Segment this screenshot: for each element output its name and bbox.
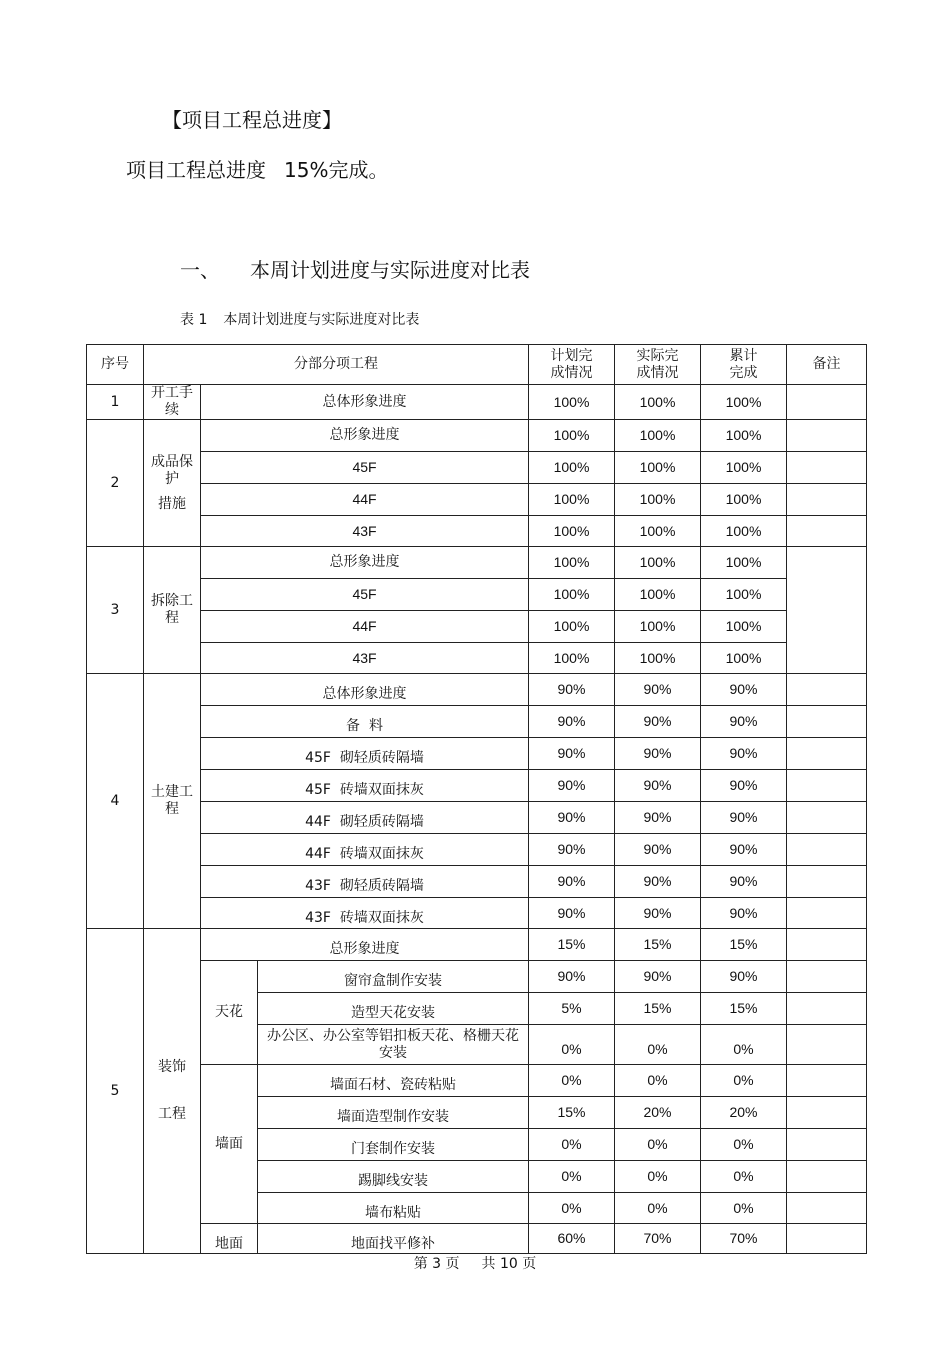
row-cumulative: 100% bbox=[701, 611, 787, 643]
row-plan: 0% bbox=[529, 1193, 615, 1224]
row-actual: 100% bbox=[615, 611, 701, 643]
row-plan: 60% bbox=[529, 1224, 615, 1254]
table-row bbox=[87, 579, 867, 611]
header-seq: 序号 bbox=[87, 345, 144, 385]
row-cumulative: 15% bbox=[701, 993, 787, 1025]
row-cumulative: 0% bbox=[701, 1129, 787, 1161]
header-item: 分部分项工程 bbox=[144, 345, 529, 385]
table-caption-title: 本周计划进度与实际进度对比表 bbox=[223, 312, 420, 328]
row-cumulative: 100% bbox=[701, 385, 787, 420]
group-seq: 4 bbox=[87, 674, 144, 929]
section-title bbox=[180, 254, 530, 283]
row-item: 窗帘盒制作安装 bbox=[258, 961, 529, 993]
header-actual bbox=[615, 345, 701, 385]
row-remark bbox=[787, 1193, 867, 1224]
group-seq: 1 bbox=[87, 385, 144, 420]
row-item: 45F bbox=[201, 452, 529, 484]
row-item: 墙布粘贴 bbox=[258, 1193, 529, 1224]
row-remark bbox=[787, 929, 867, 961]
table-row bbox=[87, 420, 867, 452]
row-cumulative: 100% bbox=[701, 547, 787, 579]
row-cumulative: 90% bbox=[701, 738, 787, 770]
row-remark bbox=[787, 1129, 867, 1161]
subgroup-floor: 地面 bbox=[201, 1224, 258, 1254]
table-row bbox=[87, 1065, 867, 1097]
row-cumulative: 20% bbox=[701, 1097, 787, 1129]
table-row bbox=[87, 738, 867, 770]
group-name-line2: 工程 bbox=[158, 1106, 186, 1122]
row-item: 44F bbox=[201, 484, 529, 516]
row-plan: 100% bbox=[529, 385, 615, 420]
row-plan: 90% bbox=[529, 738, 615, 770]
row-plan: 100% bbox=[529, 452, 615, 484]
row-item: 总形象进度 bbox=[201, 929, 529, 961]
row-plan: 15% bbox=[529, 1097, 615, 1129]
row-plan: 0% bbox=[529, 1129, 615, 1161]
row-item: 44F 砖墙双面抹灰 bbox=[201, 834, 529, 866]
row-actual: 90% bbox=[615, 674, 701, 706]
row-actual: 15% bbox=[615, 993, 701, 1025]
header-remark: 备注 bbox=[787, 345, 867, 385]
row-plan: 5% bbox=[529, 993, 615, 1025]
section-number: 一、 bbox=[180, 258, 220, 282]
header-plan bbox=[529, 345, 615, 385]
row-plan: 90% bbox=[529, 898, 615, 929]
row-cumulative: 100% bbox=[701, 420, 787, 452]
row-remark bbox=[787, 738, 867, 770]
row-plan: 100% bbox=[529, 516, 615, 547]
row-item: 总形象进度 bbox=[201, 420, 529, 452]
row-plan: 100% bbox=[529, 643, 615, 674]
row-remark bbox=[787, 420, 867, 452]
row-item: 43F bbox=[201, 516, 529, 547]
row-actual: 20% bbox=[615, 1097, 701, 1129]
row-remark bbox=[787, 1097, 867, 1129]
table-number: 表 1 bbox=[180, 312, 208, 328]
table-row bbox=[87, 516, 867, 547]
row-actual: 0% bbox=[615, 1025, 701, 1065]
row-actual: 100% bbox=[615, 643, 701, 674]
row-plan: 90% bbox=[529, 802, 615, 834]
header-actual-line1: 实际完 bbox=[636, 347, 679, 364]
row-remark bbox=[787, 516, 867, 547]
row-actual: 0% bbox=[615, 1065, 701, 1097]
footer-total-pages: 共 10 页 bbox=[481, 1256, 537, 1272]
group-name: 拆除工程 bbox=[144, 547, 201, 674]
group-seq: 5 bbox=[87, 929, 144, 1254]
row-cumulative: 0% bbox=[701, 1193, 787, 1224]
row-cumulative: 100% bbox=[701, 516, 787, 547]
row-item: 墙面造型制作安装 bbox=[258, 1097, 529, 1129]
row-actual: 100% bbox=[615, 452, 701, 484]
row-cumulative: 70% bbox=[701, 1224, 787, 1254]
row-cumulative: 90% bbox=[701, 834, 787, 866]
group-seq: 3 bbox=[87, 547, 144, 674]
row-remark bbox=[787, 452, 867, 484]
row-cumulative: 100% bbox=[701, 643, 787, 674]
table-row bbox=[87, 898, 867, 929]
row-item: 地面找平修补 bbox=[258, 1224, 529, 1254]
table-row bbox=[87, 674, 867, 706]
progress-comparison-table bbox=[86, 344, 867, 1254]
subgroup-ceiling: 天花 bbox=[201, 961, 258, 1065]
section-title-text: 本周计划进度与实际进度对比表 bbox=[250, 258, 530, 282]
row-actual: 100% bbox=[615, 420, 701, 452]
row-plan: 90% bbox=[529, 770, 615, 802]
row-actual: 90% bbox=[615, 706, 701, 738]
group-name: 土建工程 bbox=[144, 674, 201, 929]
row-actual: 100% bbox=[615, 516, 701, 547]
row-plan: 90% bbox=[529, 674, 615, 706]
row-cumulative: 90% bbox=[701, 706, 787, 738]
header-actual-line2: 成情况 bbox=[636, 364, 679, 381]
row-item: 44F bbox=[201, 611, 529, 643]
row-remark bbox=[787, 1161, 867, 1193]
row-item: 45F 砌轻质砖隔墙 bbox=[201, 738, 529, 770]
header-plan-line2: 成情况 bbox=[550, 364, 593, 381]
group-name bbox=[144, 929, 201, 1254]
row-plan: 90% bbox=[529, 706, 615, 738]
row-plan: 100% bbox=[529, 579, 615, 611]
table-row bbox=[87, 385, 867, 420]
row-actual: 15% bbox=[615, 929, 701, 961]
row-item: 总体形象进度 bbox=[201, 385, 529, 420]
row-item: 43F 砖墙双面抹灰 bbox=[201, 898, 529, 929]
row-actual: 90% bbox=[615, 961, 701, 993]
table-row bbox=[87, 834, 867, 866]
row-cumulative: 15% bbox=[701, 929, 787, 961]
group-name-line1: 成品保护 bbox=[151, 453, 193, 487]
footer-page-number: 第 3 页 bbox=[413, 1256, 460, 1272]
row-cumulative: 100% bbox=[701, 579, 787, 611]
row-remark bbox=[787, 1224, 867, 1254]
row-actual: 0% bbox=[615, 1193, 701, 1224]
row-cumulative: 90% bbox=[701, 802, 787, 834]
row-item: 办公区、办公室等铝扣板天花、格栅天花安装 bbox=[258, 1025, 529, 1065]
row-actual: 90% bbox=[615, 738, 701, 770]
row-cumulative: 100% bbox=[701, 452, 787, 484]
table-row bbox=[87, 1224, 867, 1254]
row-item: 总形象进度 bbox=[201, 547, 529, 579]
header-plan-line1: 计划完 bbox=[550, 347, 593, 364]
table-header-row bbox=[87, 345, 867, 385]
row-cumulative: 90% bbox=[701, 898, 787, 929]
row-plan: 90% bbox=[529, 961, 615, 993]
subgroup-wall: 墙面 bbox=[201, 1065, 258, 1224]
row-cumulative: 0% bbox=[701, 1161, 787, 1193]
row-remark bbox=[787, 770, 867, 802]
row-cumulative: 90% bbox=[701, 866, 787, 898]
row-item: 造型天花安装 bbox=[258, 993, 529, 1025]
row-item: 墙面石材、瓷砖粘贴 bbox=[258, 1065, 529, 1097]
row-item: 总体形象进度 bbox=[201, 674, 529, 706]
row-remark bbox=[787, 898, 867, 929]
row-item: 43F bbox=[201, 643, 529, 674]
row-cumulative: 90% bbox=[701, 674, 787, 706]
row-item: 备 料 bbox=[201, 706, 529, 738]
row-plan: 100% bbox=[529, 547, 615, 579]
table-row bbox=[87, 961, 867, 993]
header-cumulative-line2: 完成 bbox=[729, 364, 758, 381]
total-progress-label: 项目工程总进度 bbox=[126, 158, 266, 182]
row-actual: 0% bbox=[615, 1161, 701, 1193]
row-cumulative: 90% bbox=[701, 961, 787, 993]
row-remark bbox=[787, 802, 867, 834]
row-remark bbox=[787, 385, 867, 420]
row-remark bbox=[787, 834, 867, 866]
row-actual: 0% bbox=[615, 1129, 701, 1161]
group-name: 开工手续 bbox=[144, 385, 201, 420]
table-row bbox=[87, 452, 867, 484]
row-actual: 90% bbox=[615, 834, 701, 866]
group-seq: 2 bbox=[87, 420, 144, 547]
row-actual: 90% bbox=[615, 802, 701, 834]
row-item: 门套制作安装 bbox=[258, 1129, 529, 1161]
table-row bbox=[87, 770, 867, 802]
row-plan: 0% bbox=[529, 1161, 615, 1193]
table-row bbox=[87, 802, 867, 834]
row-actual: 100% bbox=[615, 579, 701, 611]
row-cumulative: 100% bbox=[701, 484, 787, 516]
row-actual: 100% bbox=[615, 547, 701, 579]
row-actual: 90% bbox=[615, 770, 701, 802]
table-row bbox=[87, 547, 867, 579]
row-actual: 70% bbox=[615, 1224, 701, 1254]
table-row bbox=[87, 611, 867, 643]
row-plan: 0% bbox=[529, 1025, 615, 1065]
total-progress-line bbox=[126, 154, 388, 183]
row-plan: 90% bbox=[529, 866, 615, 898]
table-caption bbox=[180, 309, 419, 329]
header-cumulative-line1: 累计 bbox=[729, 347, 758, 364]
row-remark bbox=[787, 484, 867, 516]
row-plan: 100% bbox=[529, 420, 615, 452]
row-item: 45F bbox=[201, 579, 529, 611]
row-plan: 90% bbox=[529, 834, 615, 866]
row-item: 45F 砖墙双面抹灰 bbox=[201, 770, 529, 802]
row-item: 踢脚线安装 bbox=[258, 1161, 529, 1193]
group-name-line2: 措施 bbox=[158, 495, 186, 512]
row-plan: 0% bbox=[529, 1065, 615, 1097]
row-remark bbox=[787, 866, 867, 898]
row-remark bbox=[787, 547, 867, 674]
section-heading-total-progress: 【项目工程总进度】 bbox=[162, 108, 342, 132]
row-remark bbox=[787, 674, 867, 706]
table-row bbox=[87, 706, 867, 738]
row-remark bbox=[787, 706, 867, 738]
row-plan: 15% bbox=[529, 929, 615, 961]
row-actual: 100% bbox=[615, 484, 701, 516]
row-cumulative: 0% bbox=[701, 1065, 787, 1097]
row-actual: 90% bbox=[615, 898, 701, 929]
row-item: 43F 砌轻质砖隔墙 bbox=[201, 866, 529, 898]
row-actual: 100% bbox=[615, 385, 701, 420]
row-plan: 100% bbox=[529, 611, 615, 643]
row-actual: 90% bbox=[615, 866, 701, 898]
table-row bbox=[87, 929, 867, 961]
table-row bbox=[87, 866, 867, 898]
group-name bbox=[144, 420, 201, 547]
table-row bbox=[87, 643, 867, 674]
header-cumulative bbox=[701, 345, 787, 385]
total-progress-value: 15%完成。 bbox=[284, 158, 389, 182]
row-remark bbox=[787, 1025, 867, 1065]
row-remark bbox=[787, 993, 867, 1025]
row-item: 44F 砌轻质砖隔墙 bbox=[201, 802, 529, 834]
row-remark bbox=[787, 1065, 867, 1097]
row-plan: 100% bbox=[529, 484, 615, 516]
table-row bbox=[87, 484, 867, 516]
row-remark bbox=[787, 961, 867, 993]
page-footer bbox=[0, 1253, 950, 1273]
row-cumulative: 0% bbox=[701, 1025, 787, 1065]
row-cumulative: 90% bbox=[701, 770, 787, 802]
group-name-line1: 装饰 bbox=[158, 1059, 186, 1075]
